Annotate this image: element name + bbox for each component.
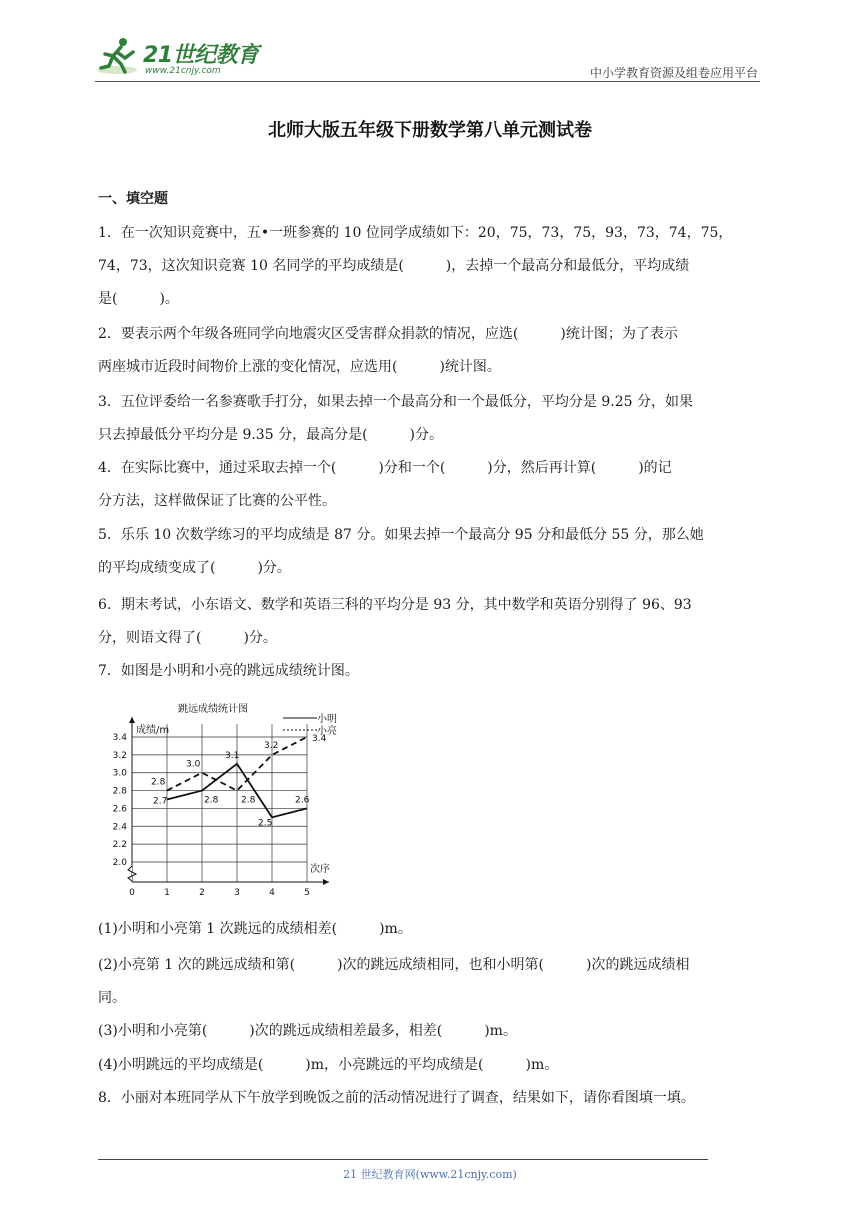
question-line: 2．要表示两个年级各班同学向地震灾区受害群众捐款的情况，应选( )统计图；为了表示 [98, 326, 678, 342]
y-axis-label: 成绩/m [136, 725, 170, 736]
y-tick-label: 2.2 [112, 840, 127, 851]
question-line: 74，73，这次知识竞赛 10 名同学的平均成绩是( )，去掉一个最高分和最低分，平均成绩 [98, 258, 690, 274]
page-title: 北师大版五年级下册数学第八单元测试卷 [268, 120, 592, 141]
x-axis-arrow [323, 879, 329, 885]
sub-question-2 [98, 949, 760, 1015]
question-line: 5．乐乐 10 次数学练习的平均成绩是 87 分。如果去掉一个最高分 95 分和最低分 55 分，那么她 [98, 527, 704, 543]
question-line: 1．在一次知识竞赛中，五•一班参赛的 10 位同学成绩如下：20，75，73，75，93，73，74，75， [98, 225, 733, 241]
sub-question-4 [98, 1049, 760, 1082]
legend-label-xiaoliang: 小亮 [317, 726, 337, 737]
header-platform-text: 中小学教育资源及组卷应用平台 [589, 66, 758, 80]
header-divider [95, 81, 760, 82]
question-7 [98, 655, 760, 688]
x-tick-label: 3 [234, 888, 240, 898]
logo-url: www.21cnjy.com [145, 66, 221, 76]
long-jump-chart [105, 700, 350, 900]
x-tick-label: 4 [269, 888, 275, 898]
question-line: 只去掉最低分平均分是 9.35 分，最高分是( )分。 [98, 427, 443, 443]
data-label-xiaoliang: 3.2 [264, 740, 279, 751]
question-line: 7．如图是小明和小亮的跳远成绩统计图。 [98, 663, 359, 679]
y-axis-arrow [129, 717, 135, 723]
y-tick-label: 3.4 [112, 733, 127, 743]
logo [95, 36, 265, 80]
footer-divider [98, 1159, 708, 1160]
question-line: 两座城市近段时间物价上涨的变化情况，应选用( )统计图。 [98, 359, 501, 375]
sub-question-3 [98, 1015, 760, 1048]
y-tick-label: 2.4 [112, 822, 127, 833]
question-line: 的平均成绩变成了( )分。 [98, 560, 291, 576]
y-tick-label: 3.2 [112, 750, 127, 761]
y-tick-label: 2.0 [112, 858, 127, 868]
data-label-xiaoliang: 3.4 [312, 734, 327, 744]
question-line: 8．小丽对本班同学从下午放学到晚饭之前的活动情况进行了调查，结果如下，请你看图填一填。 [98, 1090, 695, 1106]
question-3 [98, 386, 760, 452]
question-line: (1)小明和小亮第 1 次跳远的成绩相差( )m。 [98, 921, 412, 937]
y-tick-label: 3.0 [112, 768, 127, 779]
question-1 [98, 217, 760, 316]
y-tick-label: 2.6 [112, 804, 127, 815]
data-label-xiaoming: 3.1 [225, 750, 240, 761]
question-4 [98, 452, 760, 518]
question-8 [98, 1082, 760, 1115]
data-label-xiaoliang: 3.0 [186, 759, 201, 770]
data-label-xiaoming: 2.6 [295, 795, 310, 806]
question-line: 4．在实际比赛中，通过采取去掉一个( )分和一个( )分，然后再计算( )的记 [98, 460, 672, 476]
x-axis-label: 次序 [310, 864, 330, 875]
x-tick-label: 1 [164, 888, 170, 898]
chart-title: 跳远成绩统计图 [178, 704, 248, 715]
question-line: 3．五位评委给一名参赛歌手打分，如果去掉一个最高分和一个最低分，平均分是 9.25 分，如果 [98, 394, 693, 410]
data-label-xiaoming: 2.7 [153, 796, 168, 807]
data-label-xiaoming: 2.8 [204, 795, 219, 806]
data-label-xiaoliang: 2.8 [241, 795, 256, 806]
question-5 [98, 519, 760, 585]
x-tick-label: 5 [304, 888, 310, 898]
question-2 [98, 318, 760, 384]
question-line: 是( )。 [98, 291, 179, 307]
axis-break-mark [128, 866, 136, 881]
sub-question-1 [98, 913, 760, 946]
question-line: 分，则语文得了( )分。 [98, 630, 277, 646]
data-label-xiaoming: 2.5 [258, 818, 273, 829]
question-line: 6．期末考试，小东语文、数学和英语三科的平均分是 93 分，其中数学和英语分别得了 96、93 [98, 597, 692, 613]
legend-label-xiaoming: 小明 [317, 714, 337, 725]
runner-logo-icon [95, 36, 141, 76]
x-tick-label: 0 [129, 888, 135, 898]
chart-svg [105, 700, 350, 900]
question-line: (2)小亮第 1 次的跳远成绩和第( )次的跳远成绩相同，也和小明第( )次的跳远成绩相 [98, 957, 690, 973]
question-line: 同。 [98, 990, 126, 1006]
logo-text: 21世纪教育 [143, 43, 259, 68]
data-label-xiaoliang: 2.8 [151, 777, 166, 788]
question-line: (3)小明和小亮第( )次的跳远成绩相差最多，相差( )m。 [98, 1023, 517, 1039]
footer-text: 21 世纪教育网(www.21cnjy.com) [343, 1168, 517, 1181]
question-6 [98, 589, 760, 655]
page-header [95, 36, 760, 82]
y-tick-label: 2.8 [112, 786, 127, 797]
x-tick-label: 2 [199, 888, 205, 898]
question-line: (4)小明跳远的平均成绩是( )m，小亮跳远的平均成绩是( )m。 [98, 1057, 559, 1073]
section-title: 一、填空题 [98, 191, 168, 207]
question-line: 分方法，这样做保证了比赛的公平性。 [98, 493, 336, 509]
